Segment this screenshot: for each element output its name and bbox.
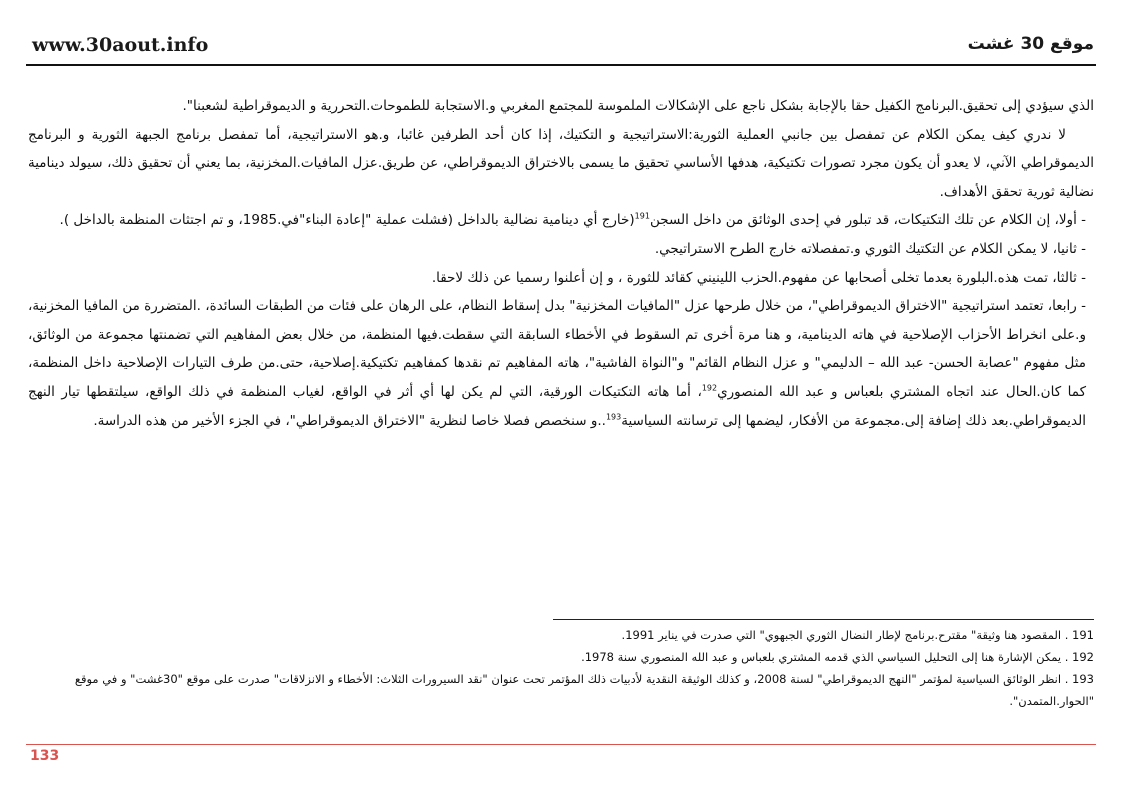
paragraph-6-part-a: - رابعا، تعتمد استراتيجية "الاختراق الديموقراطي"، من خلال طرحها عزل "المافيات المخزنية" بدل إسقاط النظام، على الرهان على فئات من الطبقات السائدة، .المتضررة من المافيا المخزنية، و.على انخراط الأحزاب الإصلاحية في هاته الدينامية، و هنا مرة أخرى تم السقوط في الأخطاء السابقة التي سقطت.فيها المنظمة، من خلال بعض المفاهيم التي تضمنتها مجموعة من الوثائق، مثل مفهوم "عصابة الحسن- عبد الله – الدليمي" و عزل النظام القائم" و"النواة الفاشية"، هاته المفاهيم تم نقدها كمفاهيم تكتيكية.إصلاحية، حتى.من طرف التيارات الإصلاحية داخل المنظمة، كما كان.الحال عند اتجاه المشتري بلعباس و عبد الله المنصوري — [28, 298, 1086, 400]
site-url: www.30aout.info — [32, 34, 209, 56]
footnote-number: 193 — [1072, 672, 1094, 686]
footnote-text: . المقصود هنا وثيقة" مقترح.برنامج لإطار النضال الثوري الجبهوي" التي صدرت في يناير 1991. — [621, 628, 1069, 642]
footnote-number: 192 — [1072, 650, 1094, 664]
paragraph-4: - ثانيا، لا يمكن الكلام عن التكتيك الثوري و.تمفصلاته خارج الطرح الاستراتيجي. — [654, 240, 1086, 257]
page-number: 133 — [30, 748, 60, 764]
header-divider — [26, 64, 1096, 66]
footnote-text: . يمكن الإشارة هنا إلى التحليل السياسي الذي قدمه المشتري بلعباس و عبد الله المنصوري سنة 1978. — [581, 650, 1069, 664]
paragraph-2: لا ندري كيف يمكن الكلام عن تمفصل بين جانبي العملية الثورية:الاستراتيجية و التكتيك، إذا كان أحد الطرفين غائبا، و.هو الاستراتيجية، أما تمفصل برنامج الجبهة الثورية و البرنامج الديموقراطي الآني، لا يعدو أن يكون مجرد تصورات تكتيكية، هدفها الأساسي تحقيق ما يسمى بالاختراق الديموقراطي، عن طريق.عزل المافيات.المخزنية، بما يعني أن تحقيق ذلك، سيولد دينامية نضالية ثورية تحقق الأهداف. — [28, 126, 1094, 200]
footnote-193 — [28, 668, 1094, 712]
paragraph-5: - ثالثا، تمت هذه.البلورة بعدما تخلى أصحابها عن مفهوم.الحزب اللينيني كقائد للثورة ، و إن أعلنوا رسميا عن ذلك لاحقا. — [431, 269, 1086, 286]
main-text — [28, 92, 1094, 608]
footnote-ref-193[interactable]: 193 — [605, 412, 622, 422]
site-name: موقع 30 غشت — [967, 34, 1094, 54]
paragraph-6-part-c: ..و سنخصص فصلا خاصا لنظرية "الاختراق الديموقراطي"، في الجزء الأخير من هذه الدراسة. — [93, 412, 606, 429]
paragraph-3-part-a: - أولا، إن الكلام عن تلك التكتيكات، قد تبلور في إحدى الوثائق من داخل السجن — [649, 212, 1086, 229]
footnote-192 — [28, 646, 1094, 668]
paragraph-1: الذي سيؤدي إلى تحقيق.البرنامج الكفيل حقا بالإجابة بشكل ناجع على الإشكالات الملموسة للمجتمع المغربي و.الاستجابة للطموحات.التحررية و الديموقراطية لشعبنا". — [182, 98, 1094, 114]
footnote-ref-191[interactable]: 191 — [634, 211, 650, 221]
footnote-ref-192[interactable]: 192 — [701, 383, 718, 393]
footnote-191 — [28, 624, 1094, 646]
footnote-divider — [553, 619, 1094, 620]
footer-divider — [26, 744, 1096, 745]
footnotes — [28, 624, 1094, 712]
paragraph-6-part-b: ، أما هاته التكتيكات الورقية، التي لم يكن لها أي أثر في الواقع، لغياب المنظمة في ذلك الواقع، سيلتقطها تيار النهج الديموقراطي.بعد ذلك إضافة إلى.مجموعة من الأفكار، ليضمها إلى ترسانته السياسية — [28, 383, 1086, 429]
page-header — [32, 34, 1094, 64]
paragraph-3-part-b: (خارج أي دينامية نضالية بالداخل (فشلت عملية "إعادة البناء"في.1985، و تم اجتثات المنظمة بالداخل ). — [59, 212, 635, 229]
paragraph-6 — [28, 292, 1094, 435]
footnote-number: 191 — [1072, 628, 1094, 642]
footnote-text: . انظر الوثائق السياسية لمؤتمر "النهج الديموقراطي" لسنة 2008، و كذلك الوثيقة النقدية لأدبيات ذلك المؤتمر تحت عنوان "نقد السيرورات الثلاث: الأخطاء و الانزلاقات" صدرت على موقع "30غشت" و في موقع "الحوار.المتمدن". — [74, 672, 1094, 708]
paragraph-3 — [28, 206, 1094, 235]
